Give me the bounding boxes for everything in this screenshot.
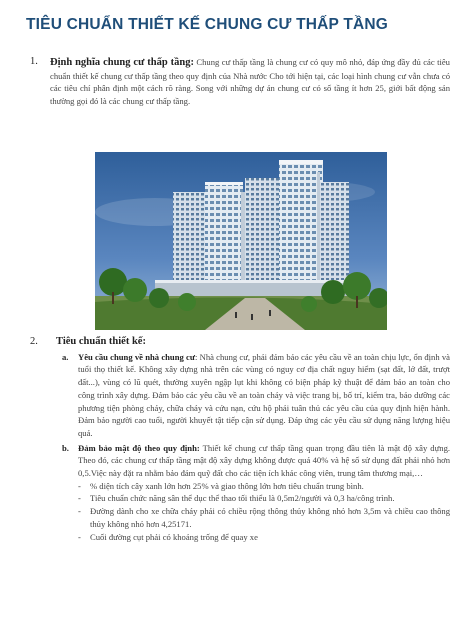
- subsection-label: Đảm bảo mật độ theo quy định:: [78, 442, 200, 453]
- section-heading: Định nghĩa chung cư thấp tầng:: [50, 57, 194, 68]
- subsection-general-requirements: [62, 351, 450, 440]
- section-definition: [30, 56, 450, 108]
- section-number: 1.: [30, 56, 38, 67]
- section-body: [56, 336, 450, 543]
- list-item: - Tiêu chuẩn chức năng sân thể dục thể thao tối thiểu là 0,5m2/người và 0,3 ha/công trình.: [78, 493, 395, 504]
- apartment-building-image: [95, 152, 387, 330]
- list-item: - % diện tích cây xanh lớn hơn 25% và giao thông lớn hơn tiêu chuẩn trung bình.: [78, 480, 364, 491]
- subsection-text: Thiết kế chung cư thấp tầng quan trọng đầu tiên là mật độ xây dựng. Theo đó, các chung cư thấp tầng mật độ xây dựng không được quá 40% và hệ số sử dụng đất phải nhỏ hơn 0,5.Việc này đặt ra nhằm bảo đảm quỹ đất cho các tiện ích khác công viên, trung tâm thương mại,…: [78, 442, 451, 479]
- subsection-letter: a.: [62, 351, 69, 362]
- list-item: - Đường dành cho xe chữa cháy phải có chiều rộng thông thủy không nhỏ hơn 3,5m và chiều cao thông thủy không nhỏ hơn 4,25171.: [78, 506, 450, 529]
- requirements-list: [78, 480, 450, 544]
- section-design-standards: [30, 336, 450, 543]
- subsection-text: : Nhà chung cư, phải đảm bảo các yêu cầu về an toàn chịu lực, ổn định và tuổi thọ thiết kế. Không xây dựng nhà trên các vùng có nguy cơ địa chất nguy hiểm (sạt đất, lở đất, trượt đất...), vùng có lũ quét, thường xuyên ngập lụt khi không có biện pháp kỹ thuật để đảm bảo an toàn cho công trình xây dựng. Đảm bảo các yêu cầu về an toàn cháy và việc trang bị, bố trí, kiểm tra, bảo dưỡng các phương tiện phòng cháy, chữa cháy và cứu nạn, cứu hộ phải tuân thủ các yêu cầu của quy định hiện hành. Đảm bảo người cao tuổi, người khuyết tật tiếp cận sử dụng. Đáp ứng các yêu cầu sử dụng năng lượng hiệu quả.: [78, 351, 450, 438]
- subsection-density: [62, 442, 451, 480]
- section-number: 2.: [30, 336, 38, 347]
- section-heading: Tiêu chuẩn thiết kế:: [56, 336, 146, 347]
- section-text: Chung cư thấp tầng là chung cư có quy mô nhỏ, đáp ứng đầy đủ các tiêu chuẩn thiết kế chung cư thấp tầng theo quy định của Nhà nước Cho tới hiện tại, các loại hình chung cư vẫn chưa có các tiêu chí phân định một cách rõ ràng. Song với những dự án chung cư có số tầng ít hơn 25, giới bất động sản thường gọi đó là các chung cư thấp tầng.: [50, 57, 450, 107]
- page-title: TIÊU CHUẨN THIẾT KẾ CHUNG CƯ THẤP TẦNG: [26, 16, 389, 33]
- subsection-label: Yêu cầu chung về nhà chung cư: [78, 351, 195, 362]
- section-paragraph: [50, 56, 450, 108]
- apartment-building-icon: [95, 152, 387, 330]
- subsection-letter: b.: [62, 442, 69, 453]
- list-item: - Cuối đường cụt phải có khoảng trống để quay xe: [78, 531, 258, 542]
